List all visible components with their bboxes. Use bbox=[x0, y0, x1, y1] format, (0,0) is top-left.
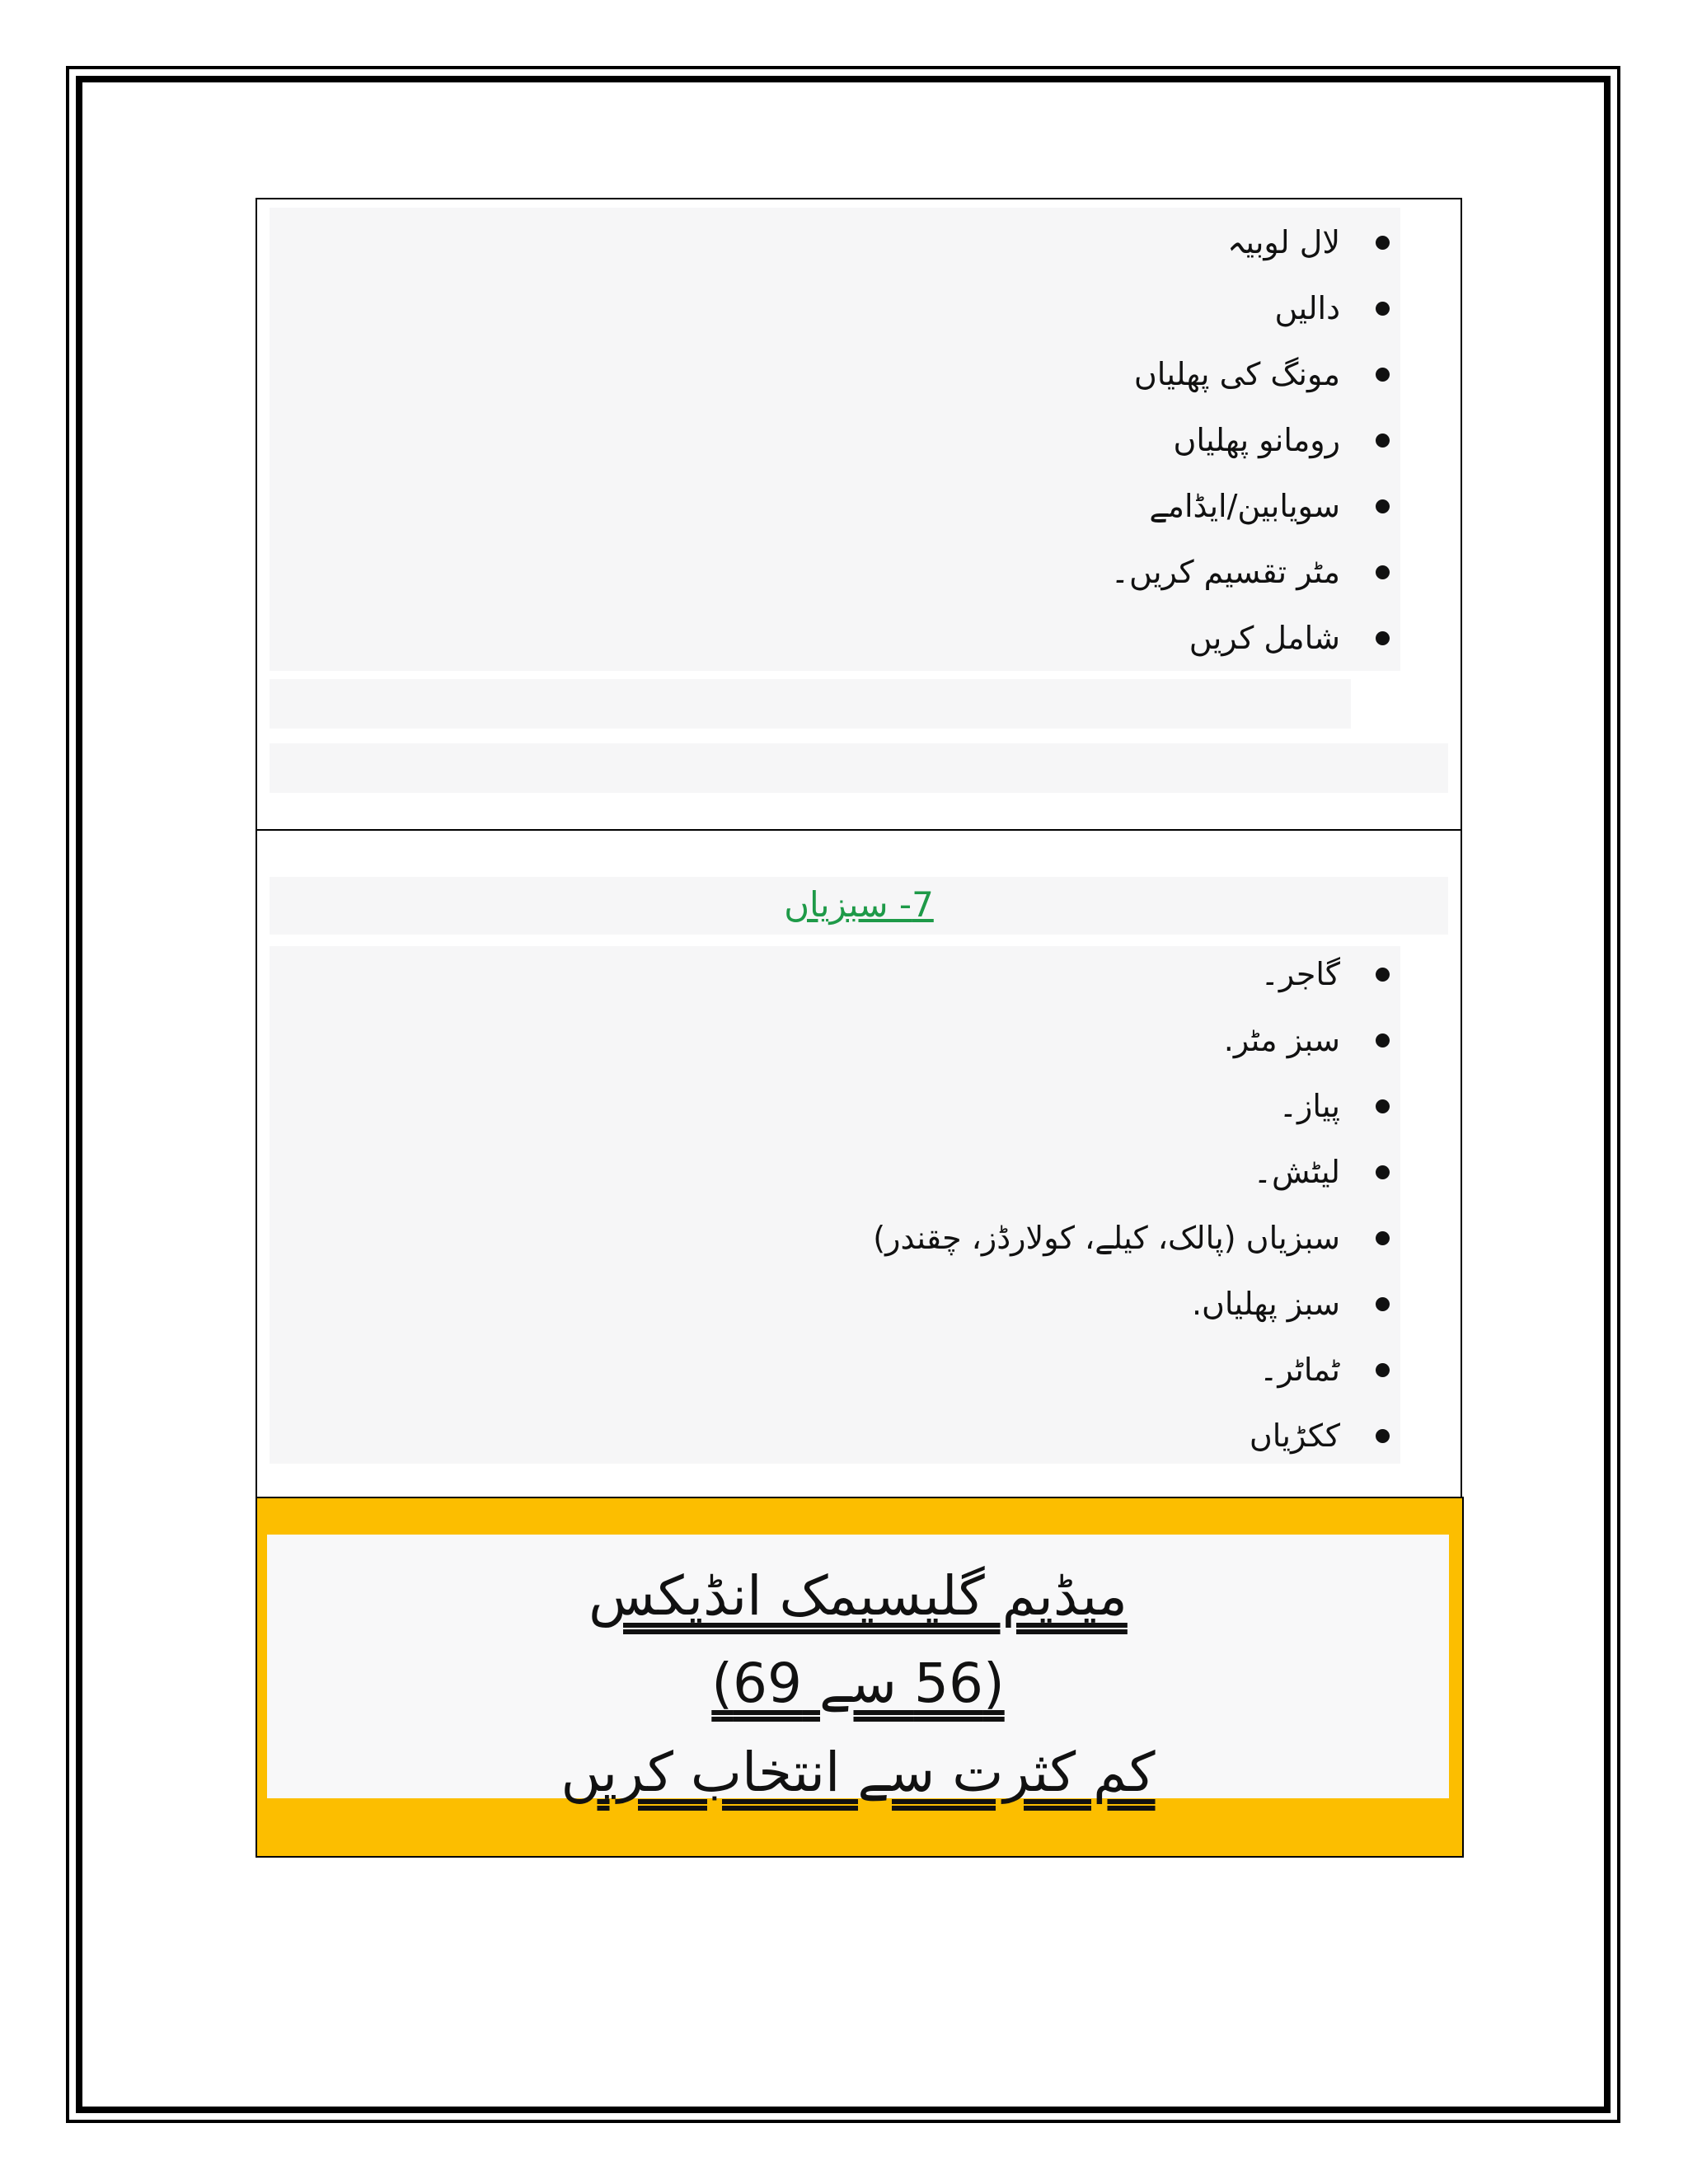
medium-gi-callout bbox=[256, 1497, 1464, 1858]
list-item: دالیں bbox=[326, 275, 1398, 341]
bullet-icon bbox=[1376, 1429, 1390, 1443]
empty-band bbox=[270, 679, 1351, 729]
legumes-box bbox=[256, 198, 1462, 831]
list-item: مونگ کی پھلیاں bbox=[326, 341, 1398, 407]
list-item: مٹر تقسیم کریں۔ bbox=[326, 539, 1398, 605]
list-item: گاجر۔ bbox=[326, 941, 1398, 1007]
list-item: سبز مٹر. bbox=[326, 1007, 1398, 1073]
vegetables-list bbox=[326, 941, 1398, 1469]
list-item: سبزیاں (پالک، کیلے، کولارڈز، چقندر) bbox=[326, 1205, 1398, 1271]
list-item: رومانو پھلیاں bbox=[326, 407, 1398, 473]
vegetables-box bbox=[256, 829, 1462, 1498]
callout-title: میڈیم گلیسیمک انڈیکس bbox=[588, 1564, 1128, 1628]
bullet-icon bbox=[1376, 1033, 1390, 1047]
bullet-icon bbox=[1376, 1297, 1390, 1311]
bullet-icon bbox=[1376, 1363, 1390, 1377]
list-item: ککڑیاں bbox=[326, 1403, 1398, 1469]
section-heading: 7- سبزیاں bbox=[784, 884, 934, 925]
bullet-icon bbox=[1376, 1165, 1390, 1179]
bullet-icon bbox=[1376, 968, 1390, 982]
list-item: سبز پھلیاں. bbox=[326, 1271, 1398, 1337]
callout-advice: کم کثرت سے انتخاب کریں bbox=[560, 1741, 1156, 1804]
bullet-icon bbox=[1376, 565, 1390, 579]
bullet-icon bbox=[1376, 499, 1390, 513]
list-item: لال لوبیہ bbox=[326, 209, 1398, 275]
list-item: ٹماٹر۔ bbox=[326, 1337, 1398, 1403]
bullet-icon bbox=[1376, 434, 1390, 448]
callout-range: (56 سے 69) bbox=[711, 1652, 1005, 1715]
list-item: شامل کریں bbox=[326, 605, 1398, 671]
bullet-icon bbox=[1376, 1099, 1390, 1113]
bullet-icon bbox=[1376, 368, 1390, 382]
legumes-list bbox=[326, 209, 1398, 671]
bullet-icon bbox=[1376, 631, 1390, 645]
empty-band bbox=[270, 743, 1448, 793]
list-item: لیٹش۔ bbox=[326, 1139, 1398, 1205]
list-item: پیاز۔ bbox=[326, 1073, 1398, 1139]
bullet-icon bbox=[1376, 302, 1390, 316]
bullet-icon bbox=[1376, 236, 1390, 250]
list-item: سویابین/ایڈامے bbox=[326, 473, 1398, 539]
bullet-icon bbox=[1376, 1231, 1390, 1245]
callout-panel bbox=[267, 1535, 1449, 1804]
